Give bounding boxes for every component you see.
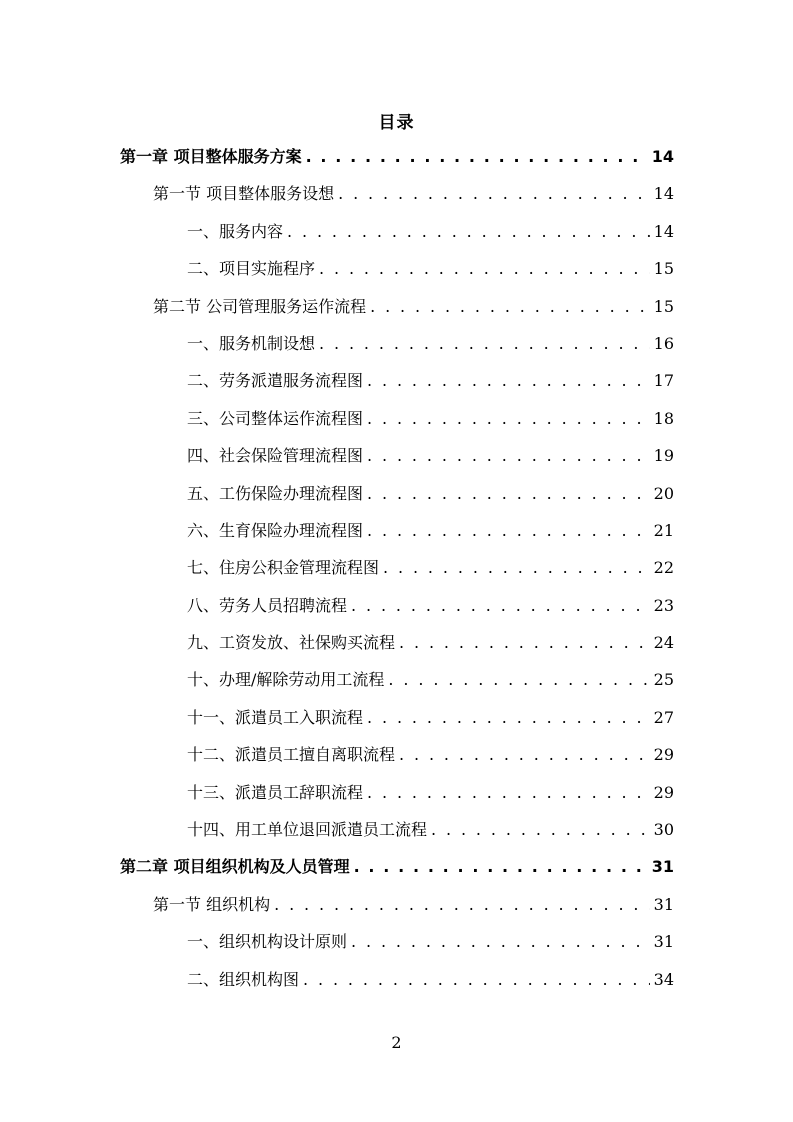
toc-entry[interactable] — [0, 288, 793, 325]
toc-leader-dots — [367, 512, 650, 549]
toc-entry[interactable] — [0, 661, 793, 698]
toc-entry-label: 七、住房公积金管理流程图 — [187, 558, 380, 578]
toc-entry-page: 29 — [653, 782, 674, 802]
toc-entry-label: 二、劳务派遣服务流程图 — [187, 371, 364, 391]
toc-entry-page: 14 — [651, 147, 674, 166]
toc-entry[interactable] — [0, 699, 793, 736]
toc-entry-label: 十、办理/解除劳动用工流程 — [187, 670, 385, 690]
toc-leader-dots — [306, 138, 648, 175]
toc-entry-page: 22 — [653, 558, 674, 578]
toc-leader-dots — [399, 736, 650, 773]
toc-entry[interactable] — [0, 475, 793, 512]
toc-entry[interactable] — [0, 138, 793, 175]
toc-entry[interactable] — [0, 400, 793, 437]
toc-entry-page: 23 — [653, 595, 674, 615]
toc-entry[interactable] — [0, 624, 793, 661]
toc-entry-page: 21 — [653, 520, 674, 540]
toc-entry-label: 三、公司整体运作流程图 — [187, 408, 364, 428]
toc-leader-dots — [367, 774, 650, 811]
toc-entry-page: 34 — [653, 969, 674, 989]
toc-leader-dots — [388, 661, 649, 698]
toc-leader-dots — [383, 549, 650, 586]
toc-entry-label: 九、工资发放、社保购买流程 — [187, 633, 396, 653]
toc-entry-page: 14 — [653, 221, 674, 241]
toc-leader-dots — [367, 362, 650, 399]
toc-leader-dots — [367, 699, 650, 736]
toc-entry-page: 19 — [653, 446, 674, 466]
toc-leader-dots — [319, 325, 650, 362]
toc-entry-label: 第一节 组织机构 — [153, 894, 271, 914]
toc-entry-label: 五、工伤保险办理流程图 — [187, 483, 364, 503]
toc-entry[interactable] — [0, 175, 793, 212]
toc-leader-dots — [338, 175, 650, 212]
table-of-contents — [0, 138, 793, 998]
toc-leader-dots — [319, 250, 650, 287]
toc-entry-page: 24 — [653, 633, 674, 653]
toc-leader-dots — [367, 400, 650, 437]
toc-title: 目录 — [378, 113, 415, 133]
toc-entry-label: 第二节 公司管理服务运作流程 — [153, 296, 367, 316]
toc-entry[interactable] — [0, 213, 793, 250]
toc-entry[interactable] — [0, 362, 793, 399]
toc-entry-label: 二、项目实施程序 — [187, 259, 316, 279]
toc-entry[interactable] — [0, 961, 793, 998]
toc-entry[interactable] — [0, 848, 793, 885]
toc-entry[interactable] — [0, 587, 793, 624]
toc-entry[interactable] — [0, 250, 793, 287]
toc-entry-page: 15 — [653, 259, 674, 279]
toc-entry-label: 六、生育保险办理流程图 — [187, 520, 364, 540]
toc-entry-page: 27 — [653, 707, 674, 727]
toc-entry-label: 十四、用工单位退回派遣员工流程 — [187, 820, 428, 840]
toc-entry-label: 一、服务机制设想 — [187, 333, 316, 353]
toc-leader-dots — [399, 624, 650, 661]
toc-entry[interactable] — [0, 923, 793, 960]
toc-leader-dots — [351, 587, 650, 624]
toc-entry-label: 一、服务内容 — [187, 221, 284, 241]
toc-entry-page: 25 — [653, 670, 674, 690]
toc-entry-page: 31 — [653, 894, 674, 914]
toc-entry-label: 八、劳务人员招聘流程 — [187, 595, 348, 615]
toc-leader-dots — [367, 437, 650, 474]
toc-leader-dots — [431, 811, 650, 848]
toc-entry-label: 第一节 项目整体服务设想 — [153, 184, 335, 204]
toc-entry-label: 十二、派遣员工擅自离职流程 — [187, 745, 396, 765]
toc-entry-page: 29 — [653, 745, 674, 765]
toc-entry-label: 二、组织机构图 — [187, 969, 300, 989]
toc-entry[interactable] — [0, 886, 793, 923]
page-number: 2 — [391, 1033, 402, 1052]
toc-entry-page: 18 — [653, 408, 674, 428]
toc-leader-dots — [287, 213, 650, 250]
toc-leader-dots — [367, 475, 650, 512]
toc-entry-page: 30 — [653, 820, 674, 840]
toc-entry-page: 14 — [653, 184, 674, 204]
toc-entry[interactable] — [0, 437, 793, 474]
toc-leader-dots — [274, 886, 650, 923]
toc-entry[interactable] — [0, 512, 793, 549]
toc-entry-label: 十一、派遣员工入职流程 — [187, 707, 364, 727]
toc-entry[interactable] — [0, 774, 793, 811]
toc-entry-label: 十三、派遣员工辞职流程 — [187, 782, 364, 802]
toc-entry[interactable] — [0, 549, 793, 586]
toc-entry-page: 20 — [653, 483, 674, 503]
toc-leader-dots — [351, 923, 650, 960]
toc-entry-page: 31 — [651, 857, 674, 877]
toc-entry[interactable] — [0, 325, 793, 362]
toc-entry-page: 17 — [653, 371, 674, 391]
toc-leader-dots — [354, 848, 648, 885]
toc-entry-page: 31 — [653, 932, 674, 952]
toc-entry-label: 第二章 项目组织机构及人员管理 — [120, 857, 350, 877]
toc-entry-label: 第一章 项目整体服务方案 — [120, 147, 302, 166]
toc-entry-label: 一、组织机构设计原则 — [187, 932, 348, 952]
toc-entry[interactable] — [0, 811, 793, 848]
toc-entry-page: 15 — [653, 296, 674, 316]
toc-entry[interactable] — [0, 736, 793, 773]
toc-entry-page: 16 — [653, 333, 674, 353]
toc-leader-dots — [370, 288, 650, 325]
toc-leader-dots — [303, 961, 650, 998]
toc-entry-label: 四、社会保险管理流程图 — [187, 446, 364, 466]
